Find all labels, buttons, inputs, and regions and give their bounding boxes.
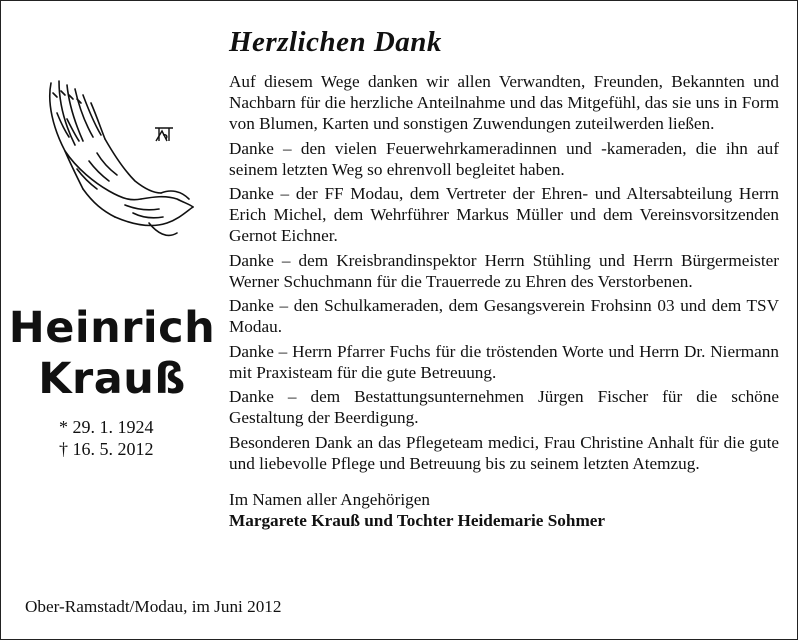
signoff (229, 489, 779, 531)
birth-date: * 29. 1. 1924 (59, 417, 154, 437)
thanks-paragraph: Danke – den Schulkameraden, dem Gesangsverein Frohsinn 03 und dem TSV Modau. (229, 296, 779, 336)
praying-hands-icon (37, 73, 197, 243)
thanks-paragraph: Danke – der FF Modau, dem Vertreter der Ehren- und Altersabteilung Herrn Erich Michel, dem Wehrführer Markus Müller und dem Vereinsvorsitzenden Gernot Eichner. (229, 184, 779, 245)
signoff-names: Margarete Krauß und Tochter Heidemarie Sohmer (229, 510, 606, 530)
left-column (1, 1, 223, 561)
death-date: † 16. 5. 2012 (59, 439, 154, 459)
deceased-last-name: Krauß (38, 354, 186, 404)
signoff-intro: Im Namen aller Angehörigen (229, 489, 430, 509)
thanks-paragraph: Danke – dem Bestattungsunternehmen Jürgen Fischer für die schöne Gestaltung der Beerdigung. (229, 387, 779, 427)
life-dates (59, 416, 209, 460)
deceased-first-name: Heinrich (8, 303, 216, 353)
thanks-paragraph: Auf diesem Wege danken wir allen Verwandten, Freunden, Bekannten und Nachbarn für die herzliche Anteilnahme und das Mitgefühl, das sie uns in Form von Blumen, Karten und sonstigen Zuwendungen zuteilwerden ließen. (229, 72, 779, 133)
place-and-date: Ober-Ramstadt/Modau, im Juni 2012 (25, 597, 282, 616)
thanks-paragraph: Besonderen Dank an das Pflegeteam medici, Frau Christine Anhalt für die gute und liebevolle Pflege und Betreuung bis zu seinem letzten Atemzug. (229, 432, 779, 473)
duerer-monogram-icon (153, 125, 175, 143)
thanks-paragraph: Danke – den vielen Feuerwehrkameradinnen und -kameraden, die ihn auf seinem letzten Weg so ehrenvoll begleitet haben. (229, 138, 779, 179)
thanks-paragraph: Danke – Herrn Pfarrer Fuchs für die tröstenden Worte und Herrn Dr. Niermann mit Praxisteam für die gute Betreuung. (229, 341, 779, 382)
notice-heading: Herzlichen Dank (229, 26, 442, 58)
thanks-paragraph: Danke – dem Kreisbrandinspektor Herrn Stühling und Herrn Bürgermeister Werner Schuchmann für die Trauerrede zu Ehren des Verstorbenen. (229, 250, 779, 291)
thanks-column (229, 23, 779, 531)
